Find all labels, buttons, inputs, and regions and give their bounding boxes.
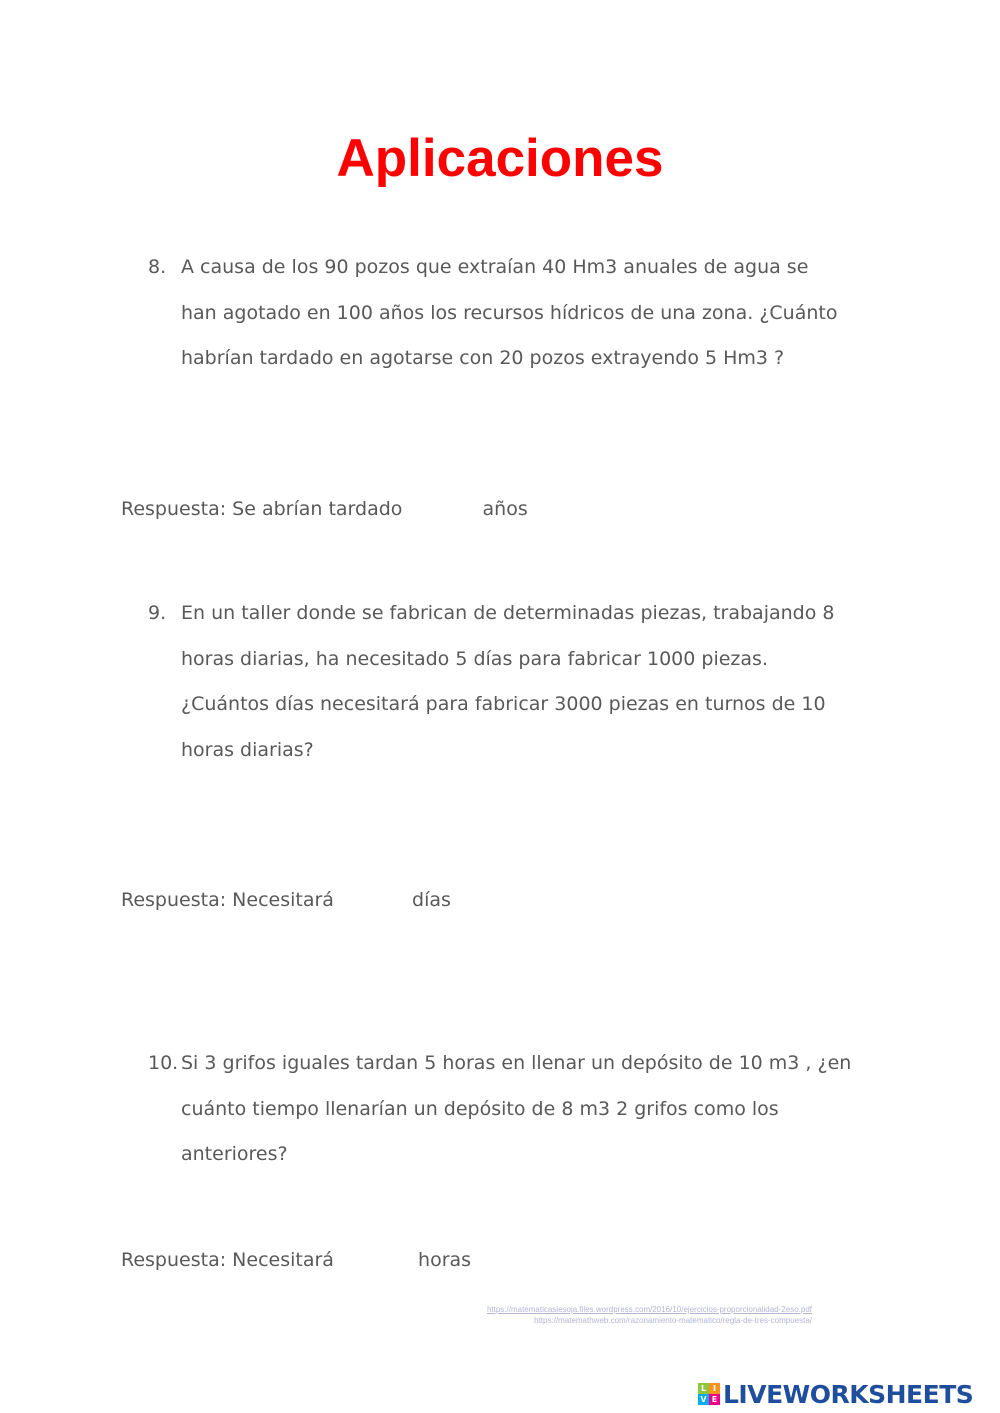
answer-input-10[interactable]	[340, 1247, 412, 1275]
question-line: horas diarias, ha necesitado 5 días para fabricar 1000 piezas.	[181, 647, 768, 670]
question-line: horas diarias?	[181, 738, 314, 761]
question-line: han agotado en 100 años los recursos hídricos de una zona. ¿Cuánto	[181, 301, 838, 324]
question-number: 9.	[148, 602, 167, 624]
question-8	[148, 245, 888, 382]
source-link[interactable]: https://matematicasiesoja.files.wordpress.com/2016/10/ejercicios-proporcionalidad-2eso.pdf	[486, 1305, 812, 1314]
question-line: ¿Cuántos días necesitará para fabricar 3000 piezas en turnos de 10	[181, 693, 826, 715]
answer-label: Respuesta: Se abrían tardado	[121, 498, 403, 520]
question-text	[181, 1041, 888, 1178]
question-10	[148, 1041, 888, 1178]
answer-row-10	[121, 1245, 471, 1275]
answer-label: Respuesta: Necesitará	[121, 1249, 334, 1271]
answer-row-9	[121, 885, 451, 915]
logo-letter: I	[709, 1383, 720, 1394]
source-link[interactable]: https://matemathweb.com/razonamiento-matematico/regla-de-tres-compuesta/	[534, 1316, 812, 1325]
logo-letter: L	[698, 1383, 709, 1394]
question-line: Si 3 grifos iguales tardan 5 horas en llenar un depósito de 10 m3 , ¿en	[181, 1052, 852, 1074]
question-9	[148, 591, 888, 773]
source-links	[400, 1304, 812, 1326]
answer-unit: años	[482, 498, 528, 520]
answer-input-9[interactable]	[340, 887, 406, 915]
answer-unit: días	[412, 889, 451, 911]
answer-label: Respuesta: Necesitará	[121, 889, 334, 911]
liveworksheets-logo	[698, 1380, 973, 1408]
question-line: A causa de los 90 pozos que extraían 40 Hm3 anuales de agua se	[181, 256, 809, 278]
logo-letter: V	[698, 1394, 709, 1405]
answer-input-8[interactable]	[408, 496, 476, 524]
question-line: En un taller donde se fabrican de determinadas piezas, trabajando 8	[181, 602, 835, 624]
logo-text: LIVEWORKSHEETS	[723, 1379, 974, 1409]
question-text	[181, 591, 888, 773]
answer-row-8	[121, 494, 528, 524]
page-title: Aplicaciones	[336, 129, 664, 188]
question-text	[181, 245, 888, 382]
question-line: cuánto tiempo llenarían un depósito de 8 m3 2 grifos como los	[181, 1097, 779, 1120]
question-line: anteriores?	[181, 1143, 288, 1165]
logo-mark-icon	[698, 1383, 720, 1405]
question-line: habrían tardado en agotarse con 20 pozos extrayendo 5 Hm3 ?	[181, 347, 785, 369]
question-number: 8.	[148, 256, 167, 278]
logo-letter: E	[709, 1394, 720, 1405]
answer-unit: horas	[418, 1249, 472, 1271]
question-number: 10.	[148, 1052, 179, 1074]
